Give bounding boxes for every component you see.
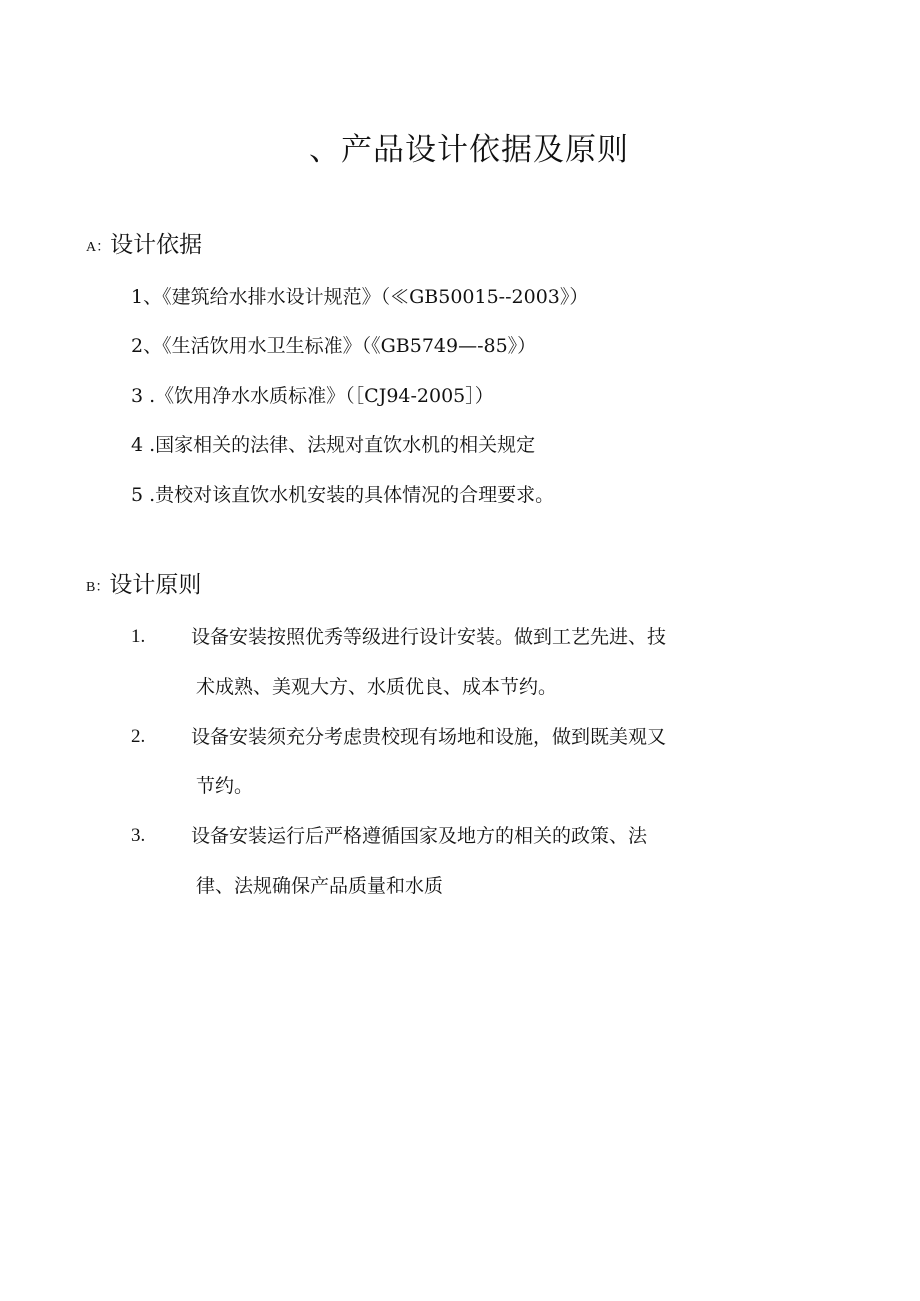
- section-b-title: 设计原则: [109, 572, 202, 598]
- section-a-heading: [86, 230, 202, 263]
- basis-item-2: 2、《生活饮用水卫生标准》（《GB5749—-85》）: [131, 335, 537, 357]
- basis-item-1: 1、《建筑给水排水设计规范》（≪GB50015--2003》）: [131, 286, 589, 308]
- basis-item-4: 4 .国家相关的法律、法规对直饮水机的相关规定: [131, 434, 536, 456]
- section-b-heading: [86, 570, 201, 603]
- section-b-marker: B：: [86, 580, 110, 595]
- principle-2-line-2: 节约。: [196, 775, 254, 797]
- section-a-marker: A：: [86, 240, 111, 255]
- principle-3-line-2: 律、法规确保产品质量和水质: [196, 875, 444, 897]
- principle-1-line-1: 设备安装按照优秀等级进行设计安装。做到工艺先进、技: [191, 626, 667, 648]
- principle-1-line-2: 术成熟、美观大方、水质优良、成本节约。: [196, 676, 558, 698]
- principle-number-3: 3.: [131, 825, 146, 846]
- basis-item-5: 5 .贵校对该直饮水机安装的具体情况的合理要求。: [131, 484, 555, 506]
- page-title: 、产品设计依据及原则: [309, 132, 629, 168]
- principle-number-1: 1.: [131, 626, 146, 647]
- principle-3-line-1: 设备安装运行后严格遵循国家及地方的相关的政策、法: [191, 825, 648, 847]
- principle-2-line-1: 设备安装须充分考虑贵校现有场地和设施，做到既美观又: [191, 726, 667, 748]
- basis-item-3: 3 .《饮用净水水质标准》（［CJ94-2005］）: [131, 385, 494, 407]
- section-a-title: 设计依据: [110, 232, 203, 258]
- principle-number-2: 2.: [131, 726, 146, 747]
